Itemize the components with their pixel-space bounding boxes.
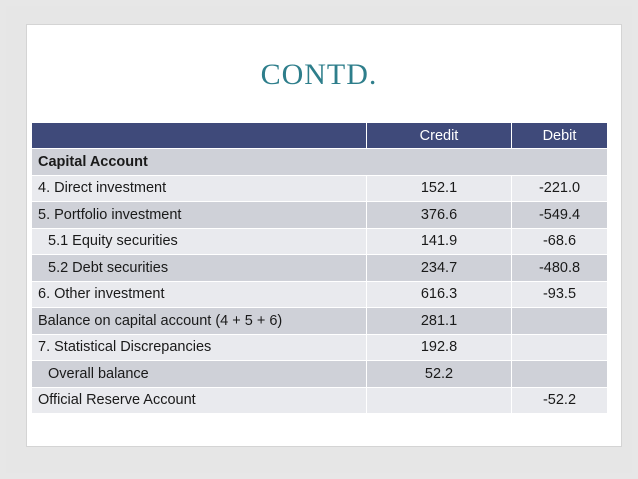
table-row [32, 361, 608, 388]
table-row [32, 255, 608, 282]
table-row [32, 149, 608, 176]
debit-cell [512, 334, 608, 361]
row-label: 5.1 Equity securities [32, 228, 367, 255]
table-row [32, 281, 608, 308]
slide-title: CONTD. [260, 58, 378, 91]
row-label: Balance on capital account (4 + 5 + 6) [32, 308, 367, 335]
row-label: 4. Direct investment [32, 175, 367, 202]
credit-cell: 141.9 [367, 228, 512, 255]
credit-cell: 281.1 [367, 308, 512, 335]
debit-cell: -68.6 [512, 228, 608, 255]
credit-cell [367, 387, 512, 414]
credit-cell: 234.7 [367, 255, 512, 282]
table-row [32, 228, 608, 255]
header-credit: Credit [367, 123, 512, 149]
row-label: 5. Portfolio investment [32, 202, 367, 229]
debit-cell: -549.4 [512, 202, 608, 229]
row-label: 5.2 Debt securities [32, 255, 367, 282]
credit-cell: 52.2 [367, 361, 512, 388]
debit-cell [512, 308, 608, 335]
credit-cell: 192.8 [367, 334, 512, 361]
table-row [32, 334, 608, 361]
table-row [32, 202, 608, 229]
capital-account-table [31, 122, 608, 414]
header-debit: Debit [512, 123, 608, 149]
debit-cell: -480.8 [512, 255, 608, 282]
debit-cell [512, 361, 608, 388]
table-header-row [32, 123, 608, 149]
header-label [32, 123, 367, 149]
debit-cell: -52.2 [512, 387, 608, 414]
row-label: Overall balance [32, 361, 367, 388]
row-label: 6. Other investment [32, 281, 367, 308]
row-label: 7. Statistical Discrepancies [32, 334, 367, 361]
row-label: Capital Account [32, 149, 608, 176]
debit-cell: -221.0 [512, 175, 608, 202]
credit-cell: 376.6 [367, 202, 512, 229]
debit-cell: -93.5 [512, 281, 608, 308]
table-row [32, 308, 608, 335]
credit-cell: 616.3 [367, 281, 512, 308]
row-label: Official Reserve Account [32, 387, 367, 414]
credit-cell: 152.1 [367, 175, 512, 202]
table-row [32, 175, 608, 202]
table-row [32, 387, 608, 414]
